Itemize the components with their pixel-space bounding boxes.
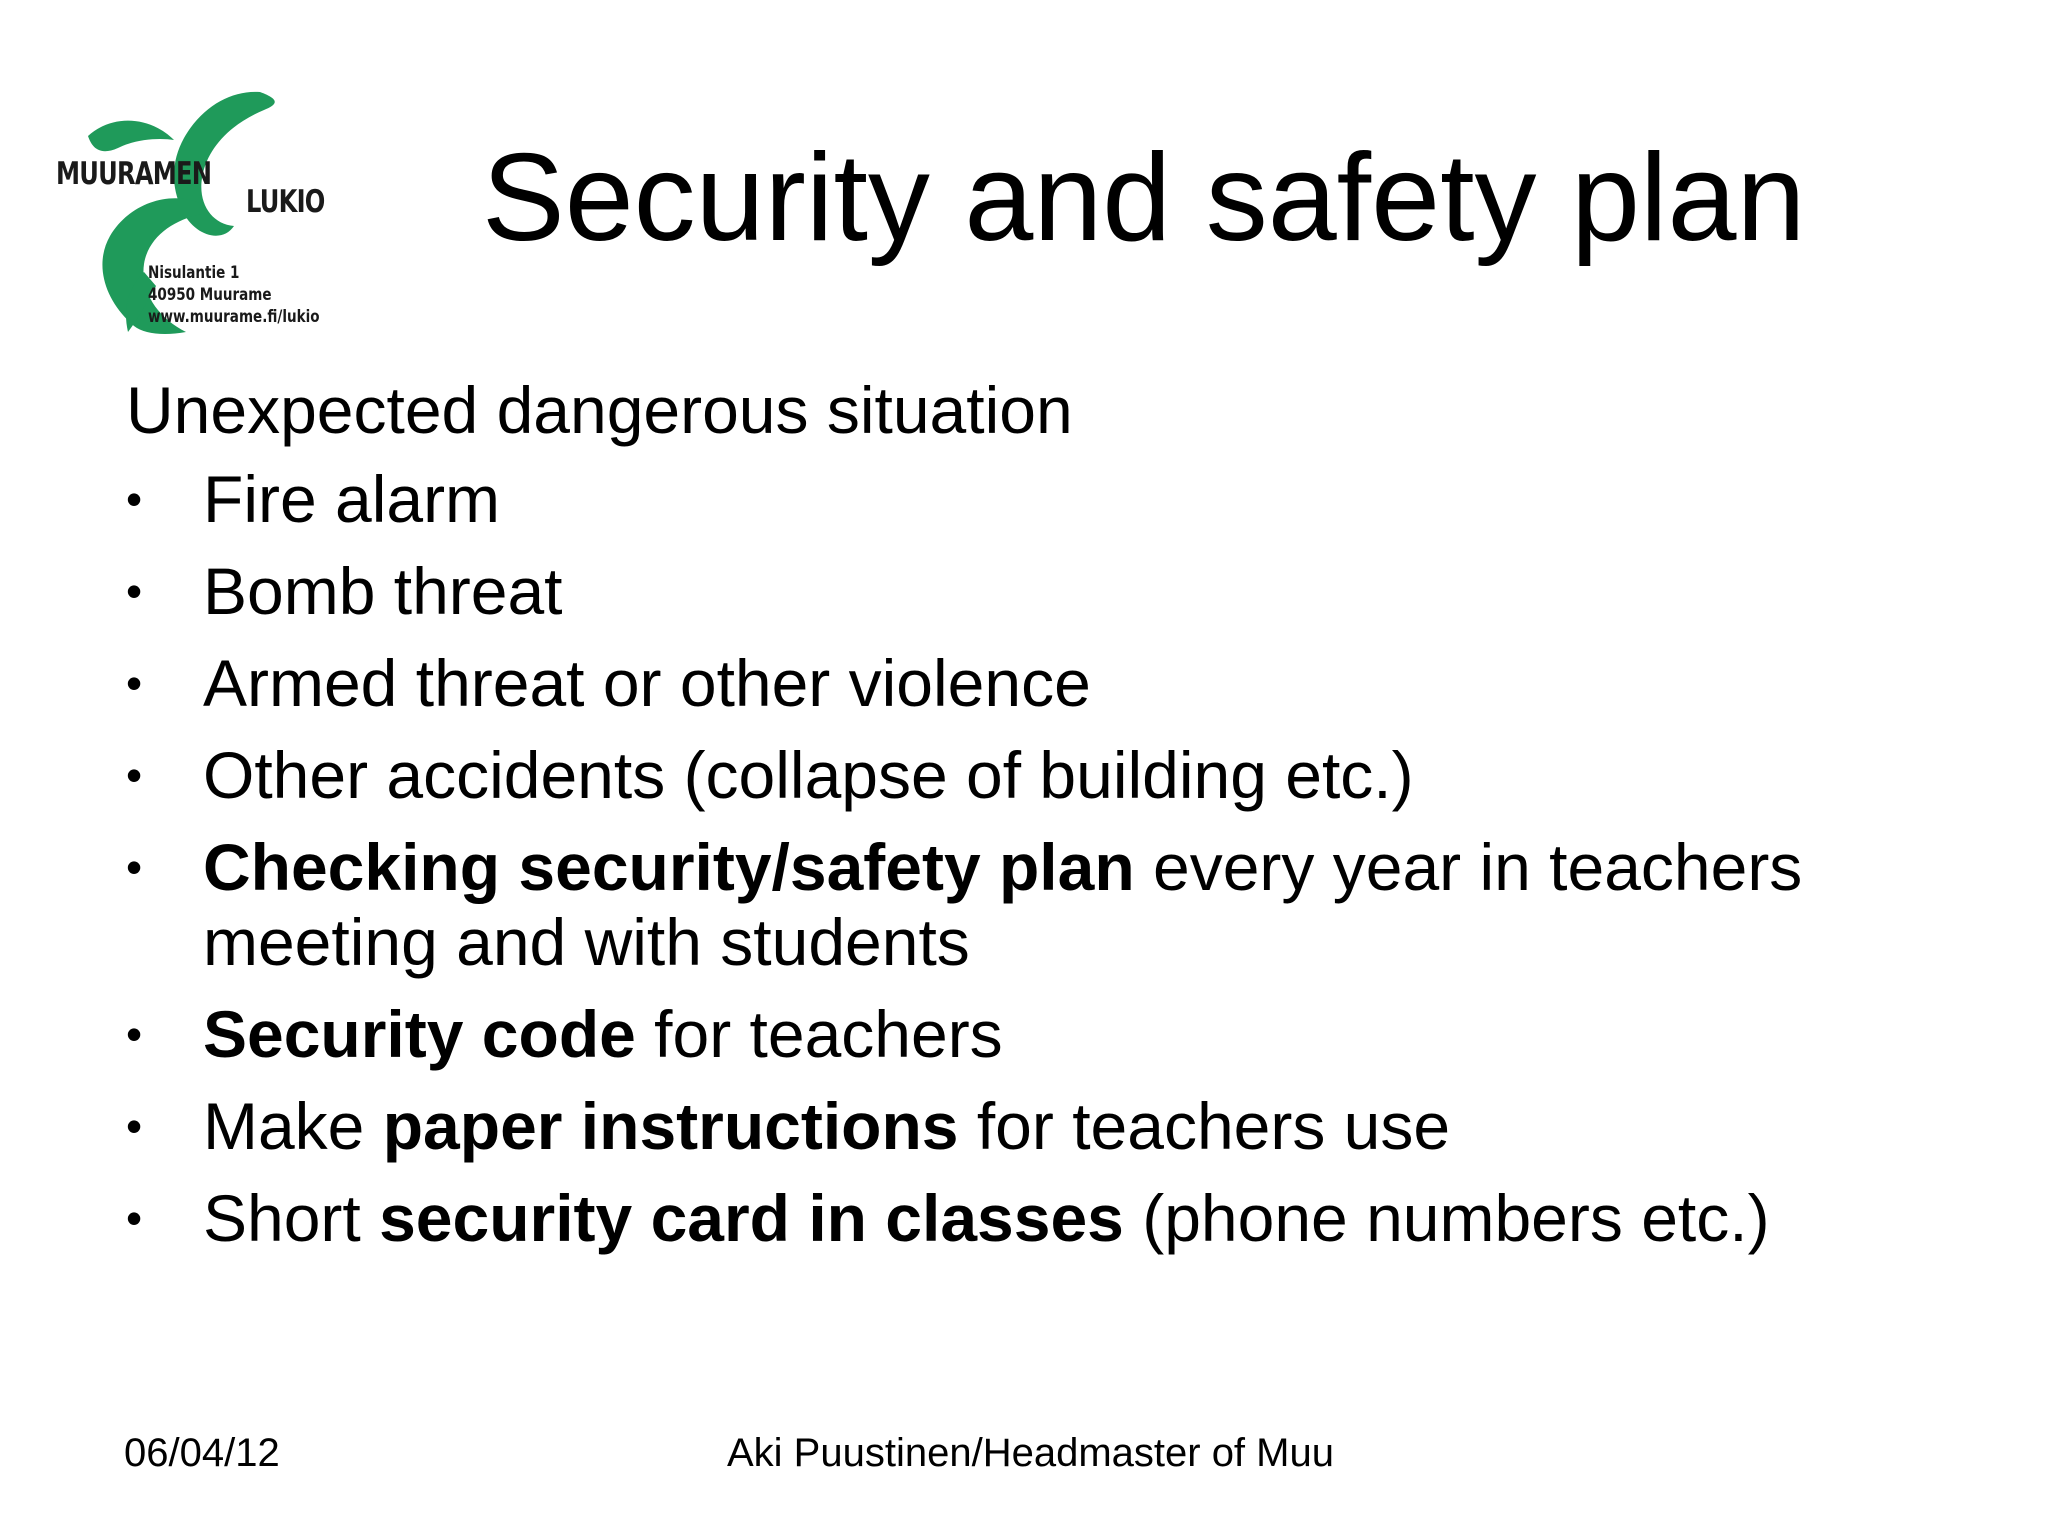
logo-address bbox=[148, 262, 320, 328]
bullet-icon: • bbox=[126, 473, 143, 525]
bullet-text: Bomb threat bbox=[203, 554, 563, 628]
bullet-text: for teachers use bbox=[958, 1089, 1451, 1163]
bullet-text-bold: paper instructions bbox=[382, 1089, 959, 1163]
bullet-icon: • bbox=[126, 1192, 143, 1244]
bullet-text: Make bbox=[203, 1089, 383, 1163]
logo-name: MUURAMEN bbox=[56, 156, 212, 192]
bullet-text: (phone numbers etc.) bbox=[1123, 1181, 1770, 1255]
bullet-list bbox=[126, 462, 1926, 1256]
bullet-item bbox=[126, 462, 1926, 537]
bullet-icon: • bbox=[126, 749, 143, 801]
logo-address-line: Nisulantie 1 bbox=[148, 263, 240, 282]
bullet-text-bold: Security code bbox=[203, 997, 636, 1071]
bullet-icon: • bbox=[126, 657, 143, 709]
bullet-text: Short bbox=[203, 1181, 380, 1255]
intro-text: Unexpected dangerous situation bbox=[126, 373, 1073, 447]
bullet-item bbox=[126, 1181, 1926, 1256]
bullet-text-bold: Checking security/safety plan bbox=[203, 830, 1135, 904]
logo-address-line: www.muurame.fi/lukio bbox=[148, 307, 320, 326]
bullet-item bbox=[126, 1089, 1926, 1164]
school-logo bbox=[52, 86, 332, 336]
slide-content bbox=[126, 370, 1926, 1273]
bullet-item bbox=[126, 997, 1926, 1072]
bullet-text: Armed threat or other violence bbox=[203, 646, 1091, 720]
bullet-icon: • bbox=[126, 1100, 143, 1152]
bullet-item bbox=[126, 554, 1926, 629]
footer-date: 06/04/12 bbox=[124, 1431, 280, 1475]
bullet-text: Other accidents (collapse of building etc.) bbox=[203, 738, 1414, 812]
bullet-item bbox=[126, 830, 1926, 980]
bullet-text: Fire alarm bbox=[203, 462, 501, 536]
logo-address-line: 40950 Muurame bbox=[148, 285, 272, 304]
bullet-text: every year in teachers meeting and with students bbox=[203, 830, 1803, 979]
bullet-text-bold: security card in classes bbox=[379, 1181, 1124, 1255]
bullet-icon: • bbox=[126, 1008, 143, 1060]
bullet-text: for teachers bbox=[635, 997, 1003, 1071]
bullet-icon: • bbox=[126, 841, 143, 893]
bullet-item bbox=[126, 646, 1926, 721]
bullet-icon: • bbox=[126, 565, 143, 617]
footer-author: Aki Puustinen/Headmaster of Muu bbox=[727, 1431, 1334, 1475]
logo-suffix: LUKIO bbox=[246, 184, 325, 220]
bullet-item bbox=[126, 738, 1926, 813]
slide-title: Security and safety plan bbox=[482, 129, 1806, 267]
